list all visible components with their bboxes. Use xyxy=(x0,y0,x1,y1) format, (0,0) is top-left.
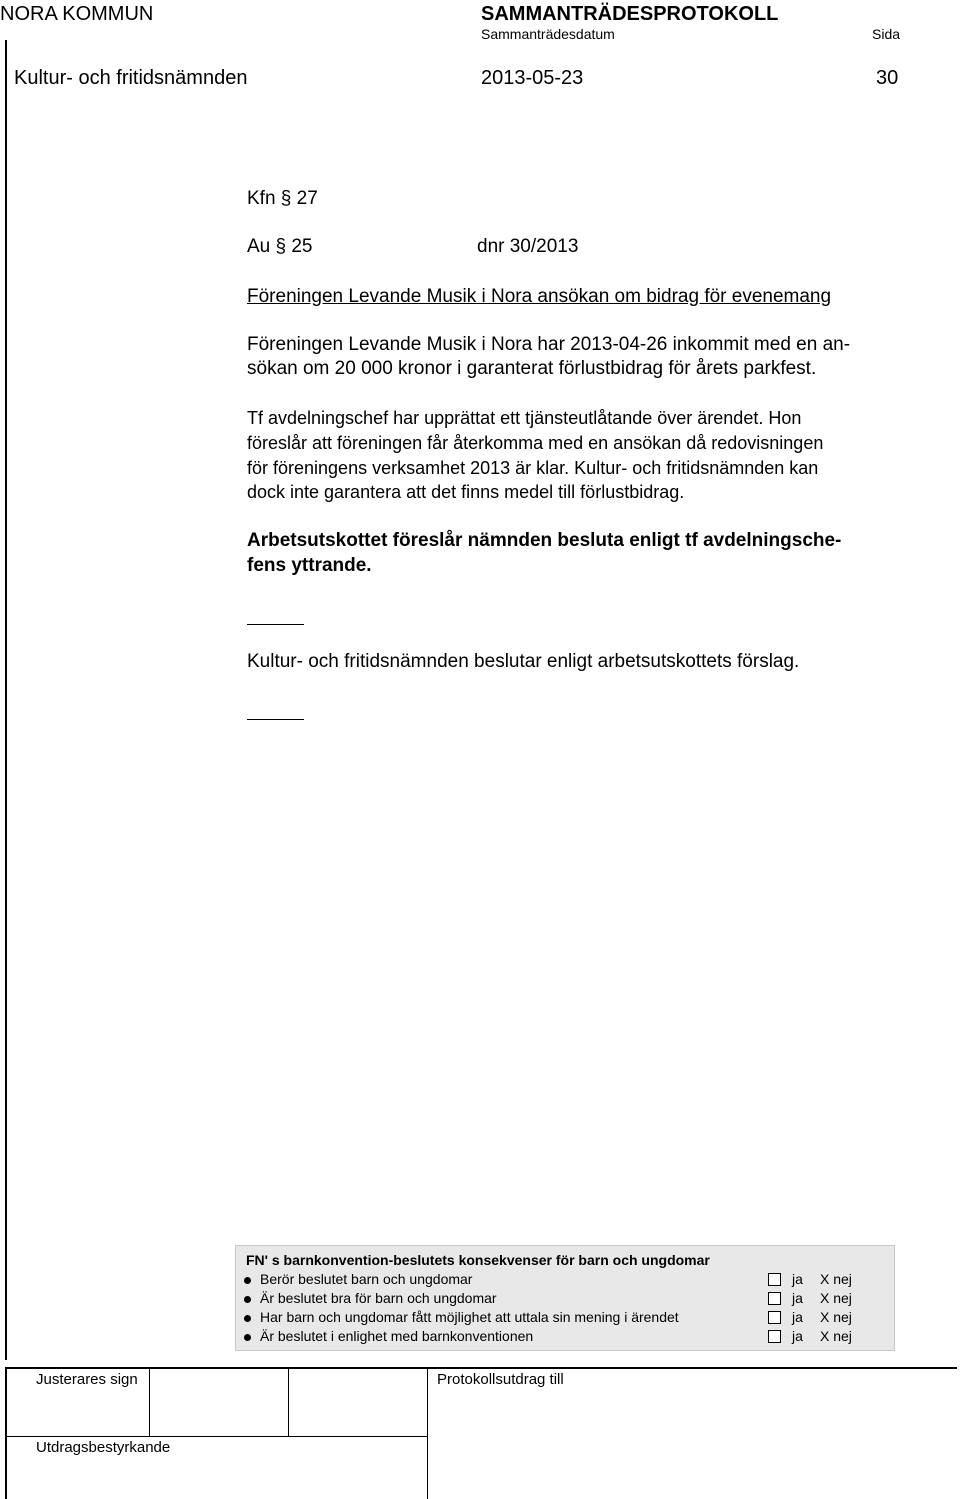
nej-answer: X nej xyxy=(820,1309,852,1325)
footer-cell-divider xyxy=(288,1367,289,1437)
ja-checkbox[interactable] xyxy=(768,1330,781,1343)
proposal-line1: Arbetsutskottet föreslår nämnden besluta enligt tf avdelningsche- xyxy=(247,530,842,551)
ja-label: ja xyxy=(792,1309,803,1325)
case-title: Föreningen Levande Musik i Nora ansökan om bidrag för evenemang xyxy=(247,286,832,307)
utdragsbestyrkande-label: Utdragsbestyrkande xyxy=(36,1439,171,1456)
document-type: SAMMANTRÄDESPROTOKOLL xyxy=(481,3,779,25)
meeting-date: 2013-05-23 xyxy=(481,67,584,89)
checklist-question: Är beslutet i enlighet med barnkonventionen xyxy=(260,1328,534,1344)
ja-checkbox[interactable] xyxy=(768,1292,781,1305)
nej-answer: X nej xyxy=(820,1290,852,1306)
kfn-paragraph: Kfn § 27 xyxy=(247,188,318,209)
footer-cell-divider xyxy=(149,1367,150,1437)
ja-label: ja xyxy=(792,1328,803,1344)
committee-name: Kultur- och fritidsnämnden xyxy=(14,67,248,89)
dnr-number: dnr 30/2013 xyxy=(477,236,579,257)
bullet-icon xyxy=(244,1277,251,1284)
ja-label: ja xyxy=(792,1271,803,1287)
bullet-icon xyxy=(244,1334,251,1341)
child-convention-box xyxy=(235,1245,895,1351)
separator-line xyxy=(247,624,304,625)
para2-line2: föreslår att föreningen får återkomma med en ansökan då redovisningen xyxy=(247,433,824,453)
bullet-icon xyxy=(244,1296,251,1303)
footer-left-border xyxy=(5,1367,7,1499)
separator-line xyxy=(247,719,304,720)
footer-row-divider xyxy=(5,1436,428,1437)
bullet-icon xyxy=(244,1315,251,1322)
ja-checkbox[interactable] xyxy=(768,1311,781,1324)
page-number: 30 xyxy=(876,67,899,89)
checklist-question: Berör beslutet barn och ungdomar xyxy=(260,1271,473,1287)
justerares-sign-label: Justerares sign xyxy=(36,1371,138,1388)
para1-line2: sökan om 20 000 kronor i garanterat förlustbidrag för årets parkfest. xyxy=(247,358,817,379)
decision-text: Kultur- och fritidsnämnden beslutar enligt arbetsutskottets förslag. xyxy=(247,651,800,672)
nej-answer: X nej xyxy=(820,1328,852,1344)
footer-top-line xyxy=(5,1367,957,1369)
date-label: Sammanträdesdatum xyxy=(481,26,615,42)
au-paragraph: Au § 25 xyxy=(247,236,313,257)
proposal-line2: fens yttrande. xyxy=(247,555,372,576)
left-margin-line xyxy=(5,40,7,1360)
child-box-title: FN' s barnkonvention-beslutets konsekvenser för barn och ungdomar xyxy=(246,1252,710,1268)
footer-cell-divider xyxy=(427,1367,428,1499)
page-label: Sida xyxy=(872,26,901,42)
org-name: NORA KOMMUN xyxy=(0,3,154,25)
checklist-question: Är beslutet bra för barn och ungdomar xyxy=(260,1290,497,1306)
ja-label: ja xyxy=(792,1290,803,1306)
checklist-question: Har barn och ungdomar fått möjlighet att uttala sin mening i ärendet xyxy=(260,1309,679,1325)
para2-line3: för föreningens verksamhet 2013 är klar. Kultur- och fritidsnämnden kan xyxy=(247,458,819,478)
checklist-item xyxy=(244,1328,889,1347)
nej-answer: X nej xyxy=(820,1271,852,1287)
para1-line1: Föreningen Levande Musik i Nora har 2013-04-26 inkommit med en an- xyxy=(247,334,851,355)
checklist-item xyxy=(244,1271,889,1290)
para2-line4: dock inte garantera att det finns medel till förlustbidrag. xyxy=(247,482,685,502)
ja-checkbox[interactable] xyxy=(768,1273,781,1286)
protokollsutdrag-label: Protokollsutdrag till xyxy=(437,1371,564,1388)
para2-line1: Tf avdelningschef har upprättat ett tjänsteutlåtande över ärendet. Hon xyxy=(247,408,802,428)
checklist-item xyxy=(244,1309,889,1328)
checklist-item xyxy=(244,1290,889,1309)
